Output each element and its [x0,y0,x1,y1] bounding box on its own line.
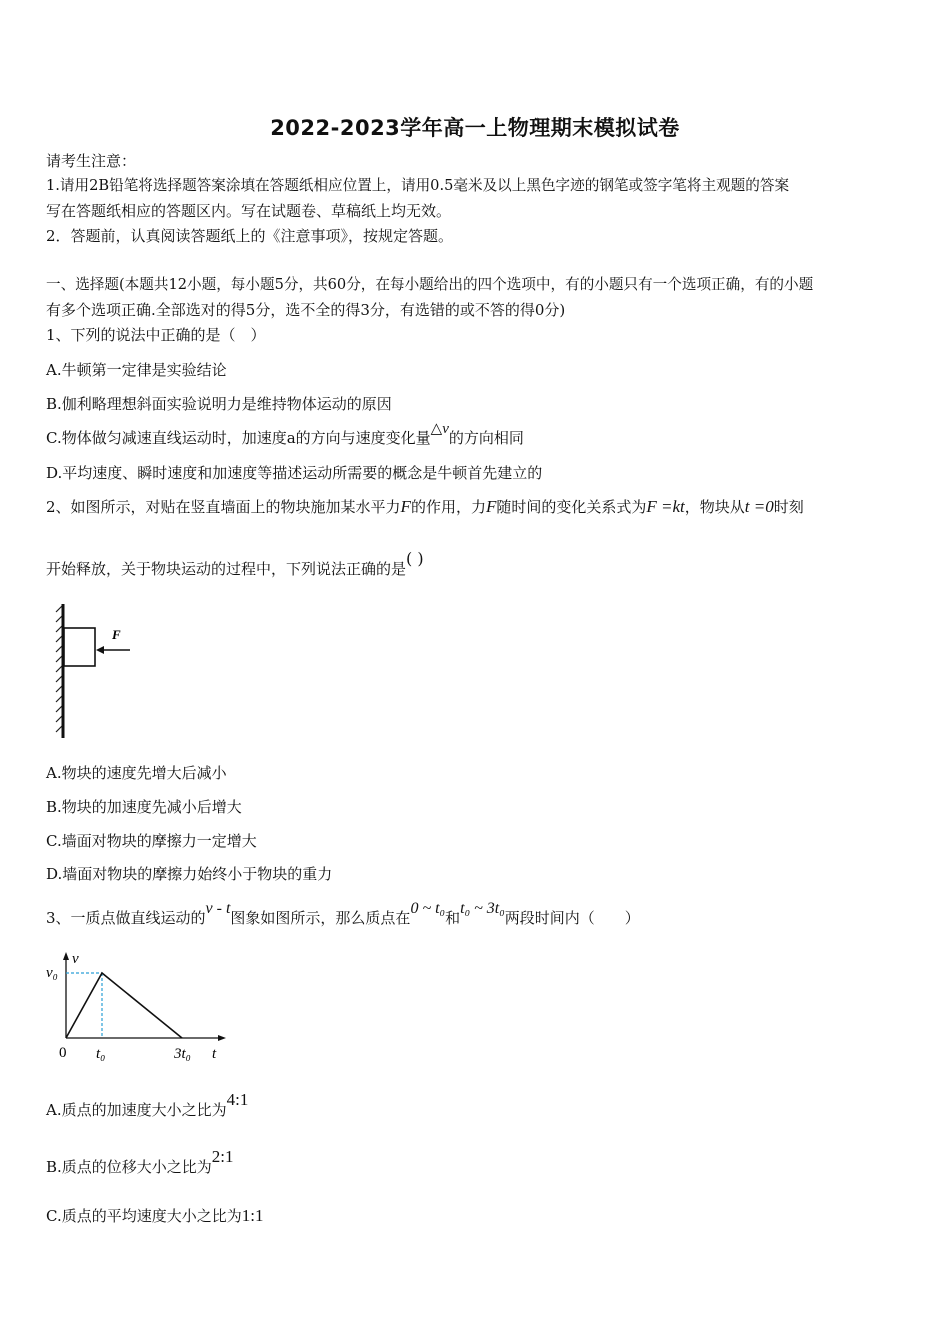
q3-option-c-text: C.质点的平均速度大小之比为 [46,1207,242,1225]
origin-label: 0 [59,1045,67,1061]
v0-label: v₀ [46,965,58,981]
q3-option-c [46,1205,908,1227]
q2-stem-text-c: 随时间的变化关系式为 [496,498,647,516]
q2-stem-text-b: 的作用，力 [410,498,486,516]
wall-block-figure [52,604,142,740]
vt-line [66,973,182,1038]
notice-line-1: 1.请用2B铅笔将选择题答案涂填在答题纸相应位置上，请用0.5毫米及以上黑色字迹的钢笔或签字笔将主观题的答案 [46,177,790,194]
section-heading-line-1: 一、选择题(本题共12小题，每小题5分，共60分，在每小题给出的四个选项中，有的小题只有一个选项正确，有的小题 [46,276,814,293]
q1-option-b: B.伽利略理想斜面实验说明力是维持物体运动的原因 [46,395,392,413]
notice-line-2: 写在答题纸相应的答题区内。写在试题卷、草稿纸上均无效。 [46,202,452,220]
time-zero: t =0 [744,497,774,516]
q3-option-a-text: A.质点的加速度大小之比为 [46,1101,227,1119]
q1-option-c-tail: 的方向相同 [448,429,524,447]
q2-option-d: D.墙面对物块的摩擦力始终小于物块的重力 [46,865,333,883]
q2-stem-text-a: 2、如图所示，对贴在竖直墙面上的物块施加某水平力 [46,498,401,516]
q1-stem: 1、下列的说法中正确的是（ ） [46,326,266,344]
q3-stem-text-d: 两段时间内（ ） [504,909,640,927]
notice-line-3: 2．答题前，认真阅读答题纸上的《注意事项》，按规定答题。 [46,227,454,245]
q2-answer-paren: ( ) [406,549,424,568]
3t0-label: 3t₀ [174,1046,191,1062]
force-label: F [112,627,121,642]
force-symbol-2: F [485,497,497,516]
force-formula: F =kt [646,497,685,516]
q3-option-c-ratio: 1:1 [241,1206,264,1225]
q3-stem-text-a: 3、一质点做直线运动的 [46,909,206,927]
force-symbol: F [400,497,411,516]
wall-hatching [56,606,62,732]
q2-stem-text-d: ，物块从 [684,498,745,516]
force-arrowhead [96,646,104,654]
time-range-1: 0 ~ t₀ [410,900,446,917]
q3-stem-text-c: 和 [445,909,461,927]
q2-option-c: C.墙面对物块的摩擦力一定增大 [46,832,257,850]
time-range-2: t₀ ~ 3t₀ [460,900,505,917]
t-axis-label: t [212,1046,217,1062]
q3-stem [46,900,908,930]
v-axis-arrowhead [63,952,69,960]
q2-stem-text-2: 开始释放，关于物块运动的过程中，下列说法正确的是 [46,560,407,578]
exam-title: 2022-2023学年高一上物理期末模拟试卷 [270,116,680,140]
delta-v-symbol: △v [430,421,449,437]
notice-heading: 请考生注意： [46,152,137,170]
q2-option-a: A.物块的速度先增大后减小 [46,764,227,782]
q1-option-d: D.平均速度、瞬时速度和加速度等描述运动所需要的概念是牛顿首先建立的 [46,464,543,482]
q2-stem-line-2 [46,549,908,580]
q3-option-b-text: B.质点的位移大小之比为 [46,1158,212,1176]
section-heading-line-2: 有多个选项正确.全部选对的得5分，选不全的得3分，有选错的或不答的得0分) [46,301,566,319]
q1-option-c-text: C.物体做匀减速直线运动时，加速度a的方向与速度变化量 [46,429,431,447]
q2-option-b: B.物块的加速度先减小后增大 [46,798,242,816]
t-axis-arrowhead [218,1035,226,1041]
block [64,628,95,666]
q3-option-a-ratio: 4:1 [226,1090,249,1109]
q3-stem-text-b: 图象如图所示，那么质点在 [230,909,411,927]
vt-graph [44,950,234,1066]
q2-stem-line-1 [46,496,908,518]
v-axis-label: v [72,951,79,967]
q1-option-a: A.牛顿第一定律是实验结论 [46,361,227,379]
q3-option-b-ratio: 2:1 [211,1147,234,1166]
q3-option-a [46,1090,908,1121]
q1-option-c [46,421,908,450]
t0-label: t₀ [96,1046,106,1062]
q3-option-b [46,1147,908,1178]
vt-symbol: v - t [205,900,231,917]
q2-stem-text-e: 时刻 [773,498,804,516]
